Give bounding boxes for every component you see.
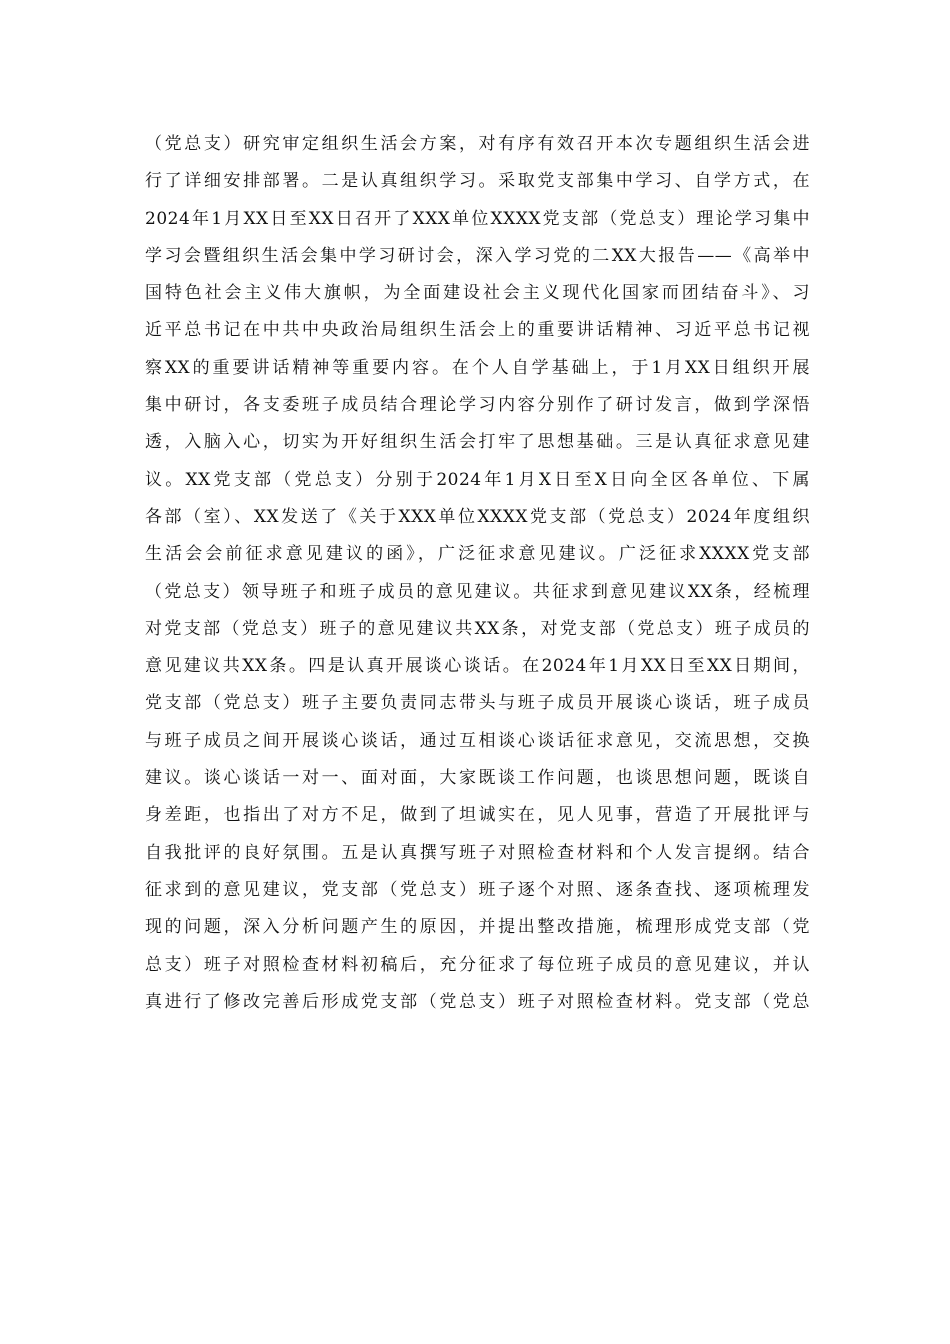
text-line-12: 生活会会前征求意见建议的函》，广泛征求意见建议。广泛征求XXXX党支部 [145,544,810,565]
text-line-10: 议。XX党支部（党总支）分别于2024年1月X日至X日向全区各单位、下属 [145,469,810,490]
text-line-4: 学习会暨组织生活会集中学习研讨会，深入学习党的二XX大报告——《高举中 [145,245,810,266]
body-paragraph [145,126,810,1021]
text-line-20: 自我批评的良好氛围。五是认真撰写班子对照检查材料和个人发言提纲。结合 [145,842,810,863]
text-line-9: 透，入脑入心，切实为开好组织生活会打牢了思想基础。三是认真征求意见建 [145,432,810,453]
text-line-6: 近平总书记在中共中央政治局组织生活会上的重要讲话精神、习近平总书记视 [145,320,810,341]
text-line-11: 各部（室）、XX发送了《关于XXX单位XXXX党支部（党总支）2024年度组织 [145,506,810,527]
text-line-14: 对党支部（党总支）班子的意见建议共XX条，对党支部（党总支）班子成员的 [145,618,810,639]
text-line-8: 集中研讨，各支委班子成员结合理论学习内容分别作了研讨发言，做到学深悟 [145,395,810,416]
text-line-3: 2024年1月XX日至XX日召开了XXX单位XXXX党支部（党总支）理论学习集中 [145,208,810,229]
text-line-13: （党总支）领导班子和班子成员的意见建议。共征求到意见建议XX条，经梳理 [145,581,810,602]
text-line-24: 真进行了修改完善后形成党支部（党总支）班子对照检查材料。党支部（党总 [145,991,810,1012]
text-line-15: 意见建议共XX条。四是认真开展谈心谈话。在2024年1月XX日至XX日期间， [145,656,810,677]
text-line-7: 察XX的重要讲话精神等重要内容。在个人自学基础上，于1月XX日组织开展 [145,357,810,378]
text-line-19: 身差距，也指出了对方不足，做到了坦诚实在，见人见事，营造了开展批评与 [145,805,810,826]
text-line-18: 建议。谈心谈话一对一、面对面，大家既谈工作问题，也谈思想问题，既谈自 [145,768,810,789]
text-line-21: 征求到的意见建议，党支部（党总支）班子逐个对照、逐条查找、逐项梳理发 [145,879,810,900]
text-line-1: （党总支）研究审定组织生活会方案，对有序有效召开本次专题组织生活会进 [145,134,810,154]
text-line-23: 总支）班子对照检查材料初稿后，充分征求了每位班子成员的意见建议，并认 [145,954,810,975]
text-line-17: 与班子成员之间开展谈心谈话，通过互相谈心谈话征求意见，交流思想，交换 [145,730,810,751]
text-line-22: 现的问题，深入分析问题产生的原因，并提出整改措施，梳理形成党支部（党 [145,917,810,938]
text-line-16: 党支部（党总支）班子主要负责同志带头与班子成员开展谈心谈话，班子成员 [145,693,810,714]
text-line-2: 行了详细安排部署。二是认真组织学习。采取党支部集中学习、自学方式，在 [145,171,810,192]
text-line-5: 国特色社会主义伟大旗帜，为全面建设社会主义现代化国家而团结奋斗》、习 [145,283,810,304]
